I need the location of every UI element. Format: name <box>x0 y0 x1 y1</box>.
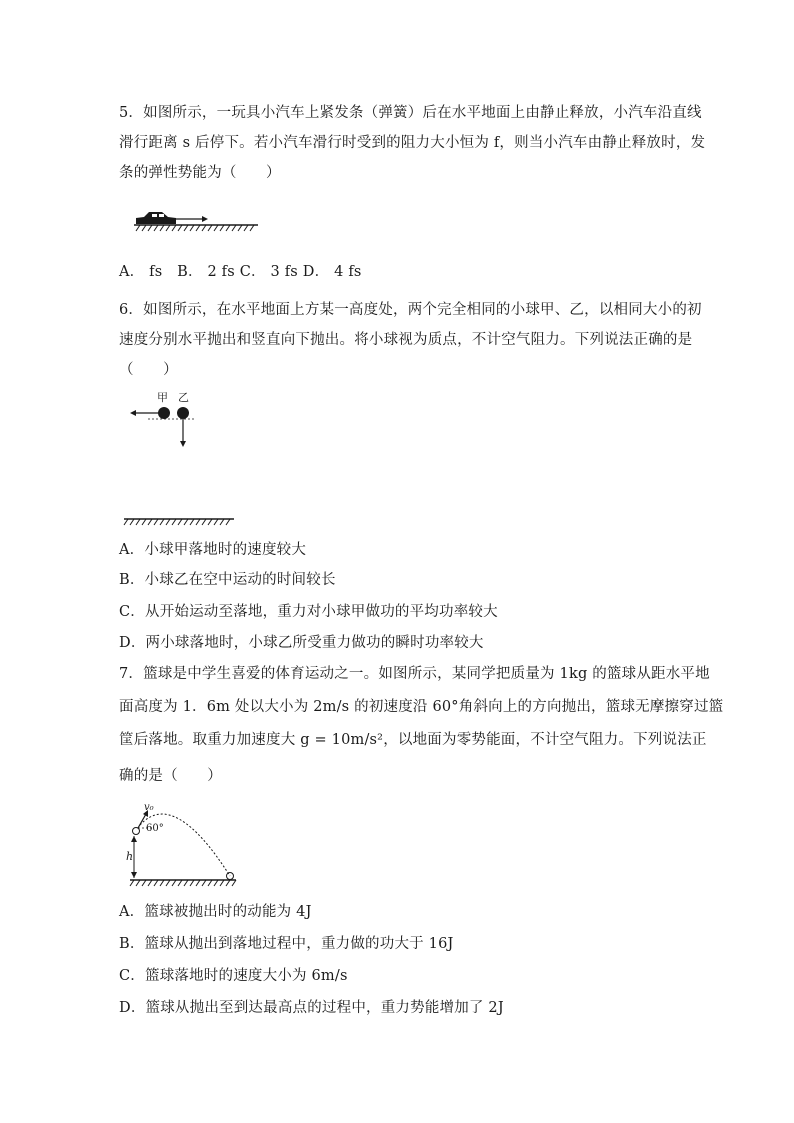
basketball-trajectory-figure <box>124 798 244 890</box>
label-v0: v₀ <box>144 802 154 813</box>
label-jia: 甲 <box>157 391 168 404</box>
label-angle: 60° <box>146 823 164 834</box>
q6-stem-line-1: 6．如图所示，在水平地面上方某一高度处，两个完全相同的小球甲、乙，以相同大小的初 <box>119 302 702 318</box>
two-balls-figure <box>122 388 242 530</box>
q7-stem-line-3: 筐后落地。取重力加速度大 g = 10m/s²，以地面为零势能面，不计空气阻力。下列说法正 <box>119 732 707 748</box>
q5-options: A． fs B． 2 fs C． 3 fs D． 4 fs <box>119 264 362 280</box>
q7-option-c: C．篮球落地时的速度大小为 6m/s <box>119 968 348 984</box>
q6-option-d: D．两小球落地时，小球乙所受重力做功的瞬时功率较大 <box>119 635 484 651</box>
q6-option-a: A．小球甲落地时的速度较大 <box>119 542 307 558</box>
arrow-down-icon <box>180 441 186 447</box>
q7-stem-line-2: 面高度为 1．6m 处以大小为 2m/s 的初速度沿 60°角斜向上的方向抛出，篮球无摩擦穿过篮 <box>119 699 724 715</box>
ball-yi <box>177 407 189 419</box>
q7-option-d: D．篮球从抛出至到达最高点的过程中，重力势能增加了 2J <box>119 1000 504 1016</box>
q7-option-a: A．篮球被抛出时的动能为 4J <box>119 904 312 920</box>
toy-car-icon <box>136 212 176 224</box>
basketball-start-icon <box>133 828 140 835</box>
toy-car-figure <box>130 205 262 237</box>
q6-stem-line-2: 速度分别水平抛出和竖直向下抛出。将小球视为质点，不计空气阻力。下列说法正确的是 <box>119 332 693 348</box>
q6-option-c: C．从开始运动至落地，重力对小球甲做功的平均功率较大 <box>119 604 498 620</box>
label-yi: 乙 <box>178 391 189 404</box>
q6-stem-line-3: （ ） <box>119 362 178 378</box>
q6-option-b: B．小球乙在空中运动的时间较长 <box>119 572 336 588</box>
q5-stem-line-3: 条的弹性势能为（ ） <box>119 165 281 181</box>
q5-stem-line-1: 5．如图所示，一玩具小汽车上紧发条（弹簧）后在水平地面上由静止释放，小汽车沿直线 <box>119 105 702 121</box>
arrow-left-icon <box>130 410 136 416</box>
label-h: h <box>126 850 134 863</box>
q7-option-b: B．篮球从抛出到落地过程中，重力做的功大于 16J <box>119 936 454 952</box>
q7-stem-line-4: 确的是（ ） <box>119 768 222 784</box>
ball-jia <box>158 407 170 419</box>
q7-stem-line-1: 7．篮球是中学生喜爱的体育运动之一。如图所示，某同学把质量为 1kg 的篮球从距水平地 <box>119 666 710 682</box>
q5-stem-line-2: 滑行距离 s 后停下。若小汽车滑行时受到的阻力大小恒为 f，则当小汽车由静止释放时，发 <box>119 135 706 151</box>
